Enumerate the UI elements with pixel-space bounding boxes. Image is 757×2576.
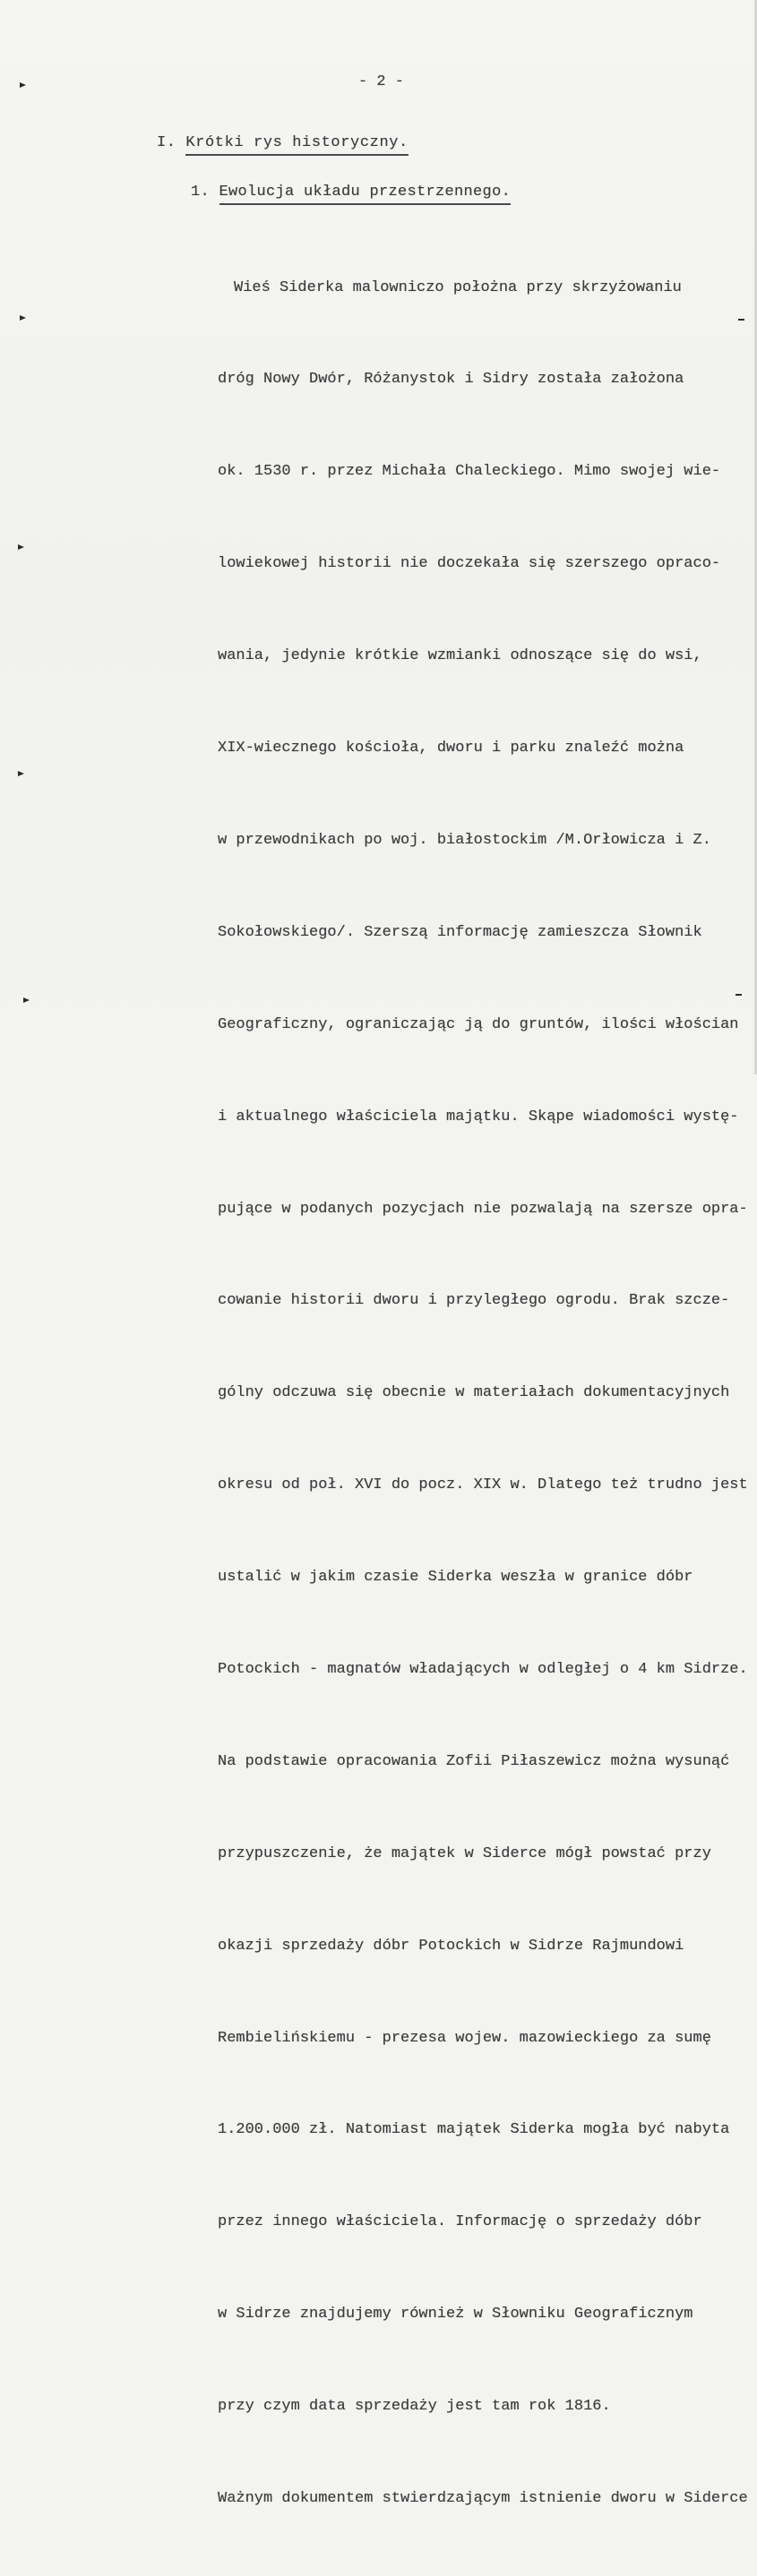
section-heading: [157, 134, 409, 152]
body-text-line: XIX-wiecznego kościoła, dworu i parku znaleźć można: [218, 740, 684, 757]
body-text-line: Ważnym dokumentem stwierdzającym istnienie dworu w Siderce: [218, 2489, 748, 2507]
body-text-line: okresu od poł. XVI do pocz. XIX w. Dlatego też trudno jest: [218, 1476, 748, 1494]
body-text-line: w przewodnikach po woj. białostockim /M.Orłowicza i Z.: [218, 831, 711, 849]
body-text-line: przez innego właściciela. Informację o sprzedaży dóbr: [218, 2213, 702, 2231]
margin-mark: [18, 771, 24, 776]
margin-mark: [20, 82, 26, 88]
body-text-line: ok. 1530 r. przez Michała Chaleckiego. Mimo swojej wie-: [218, 463, 721, 481]
body-text-line: Rembielińskiemu - prezesa wojew. mazowieckiego za sumę: [218, 2029, 711, 2047]
margin-mark: [23, 997, 30, 1003]
body-text-line: Sokołowskiego/. Szerszą informację zamieszcza Słownik: [218, 923, 702, 941]
body-text-line: okazji sprzedaży dóbr Potockich w Sidrze Rajmundowi: [218, 1937, 684, 1955]
body-text: [218, 211, 753, 2576]
body-text-line: pujące w podanych pozycjach nie pozwalają na szersze opra-: [218, 1200, 748, 1218]
body-text-line: 1.200.000 zł. Natomiast majątek Siderka mogła być nabyta: [218, 2121, 730, 2139]
body-text-line: i aktualnego właściciela majątku. Skąpe wiadomości wystę-: [218, 1108, 739, 1125]
margin-mark: [18, 544, 24, 550]
body-text-line: przy czym data sprzedaży jest tam rok 1816.: [218, 2398, 611, 2416]
body-text-line: Geograficzny, ograniczając ją do gruntów, ilości włościan: [218, 1015, 739, 1033]
subsection-heading: [191, 184, 511, 201]
margin-mark: [20, 315, 26, 321]
body-text-line: Na podstawie opracowania Zofii Piłaszewicz można wysunąć: [218, 1752, 730, 1770]
subsection-heading-number: 1.: [191, 184, 219, 201]
body-text-line: przypuszczenie, że majątek w Siderce mógł powstać przy: [218, 1844, 711, 1862]
body-text-line: dróg Nowy Dwór, Różanystok i Sidry została założona: [218, 371, 684, 389]
body-text-line: w Sidrze znajdujemy również w Słowniku Geograficznym: [218, 2306, 693, 2324]
body-text-line: cowanie historii dworu i przyległego ogrodu. Brak szcze-: [218, 1292, 730, 1310]
body-text-line: gólny odczuwa się obecnie w materiałach dokumentacyjnych: [218, 1384, 730, 1402]
section-heading-title: Krótki rys historyczny.: [185, 134, 408, 156]
body-text-line: Wieś Siderka malowniczo położna przy skrzyżowaniu: [234, 278, 682, 296]
body-text-line: lowiekowej historii nie doczekała się szerszego opraco-: [218, 555, 721, 573]
body-text-line: Potockich - magnatów władających w odległej o 4 km Sidrze.: [218, 1660, 748, 1678]
body-text-line: ustalić w jakim czasie Siderka weszła w granice dóbr: [218, 1569, 693, 1587]
section-heading-number: I.: [157, 134, 186, 151]
body-text-line: wania, jedynie krótkie wzmianki odnoszące się do wsi,: [218, 647, 702, 665]
subsection-heading-title: Ewolucja układu przestrzennego.: [219, 184, 512, 205]
page-number: - 2 -: [358, 73, 405, 90]
